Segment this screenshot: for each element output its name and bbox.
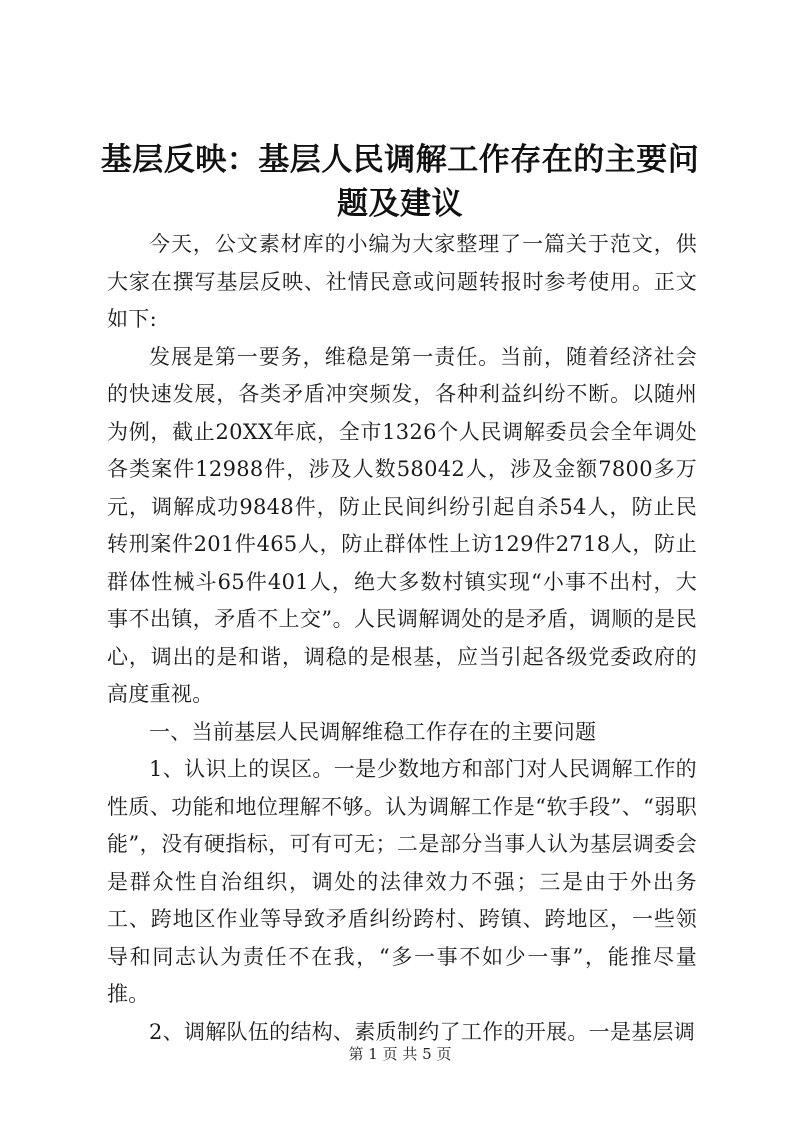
paragraph-background: 发展是第一要务，维稳是第一责任。当前，随着经济社会的快速发展，各类矛盾冲突频发，各种利益纠纷不断。以随州为例，截止20XX年底，全市1326个人民调解委员会全年调处各类案件12988件，涉及人数58042人，涉及金额7800多万元，调解成功9848件，防止民间纠纷引起自杀54人，防止民转刑案件201件465人，防止群体性上访129件2718人，防止群体性械斗65件401人，绝大多数村镇实现“小事不出村，大事不出镇，矛盾不上交”。人民调解调处的是矛盾，调顺的是民心，调出的是和谐，调稳的是根基，应当引起各级党委政府的高度重视。	[107, 344, 697, 706]
paragraph-point-1: 1、认识上的误区。一是少数地方和部门对人民调解工作的性质、功能和地位理解不够。认为调解工作是“软手段”、“弱职能”，没有硬指标，可有可无；二是部分当事人认为基层调委会是群众性自治组织，调处的法律效力不强；三是由于外出务工、跨地区作业等导致矛盾纠纷跨村、跨镇、跨地区，一些领导和同志认为责任不在我，“多一事不如少一事”，能推尽量推。	[107, 757, 697, 1006]
document-body	[107, 226, 697, 1051]
page-number-footer: 第 1 页 共 5 页	[348, 1045, 452, 1063]
section-heading-problems: 一、当前基层人民调解维稳工作存在的主要问题	[149, 719, 597, 744]
paragraph-point-2: 2、调解队伍的结构、素质制约了工作的开展。一是基层调	[149, 1019, 696, 1044]
document-title: 基层反映：基层人民调解工作存在的主要问题及建议	[100, 142, 700, 222]
paragraph-intro: 今天，公文素材库的小编为大家整理了一篇关于范文，供大家在撰写基层反映、社情民意或问题转报时参考使用。正文如下:	[107, 232, 697, 331]
